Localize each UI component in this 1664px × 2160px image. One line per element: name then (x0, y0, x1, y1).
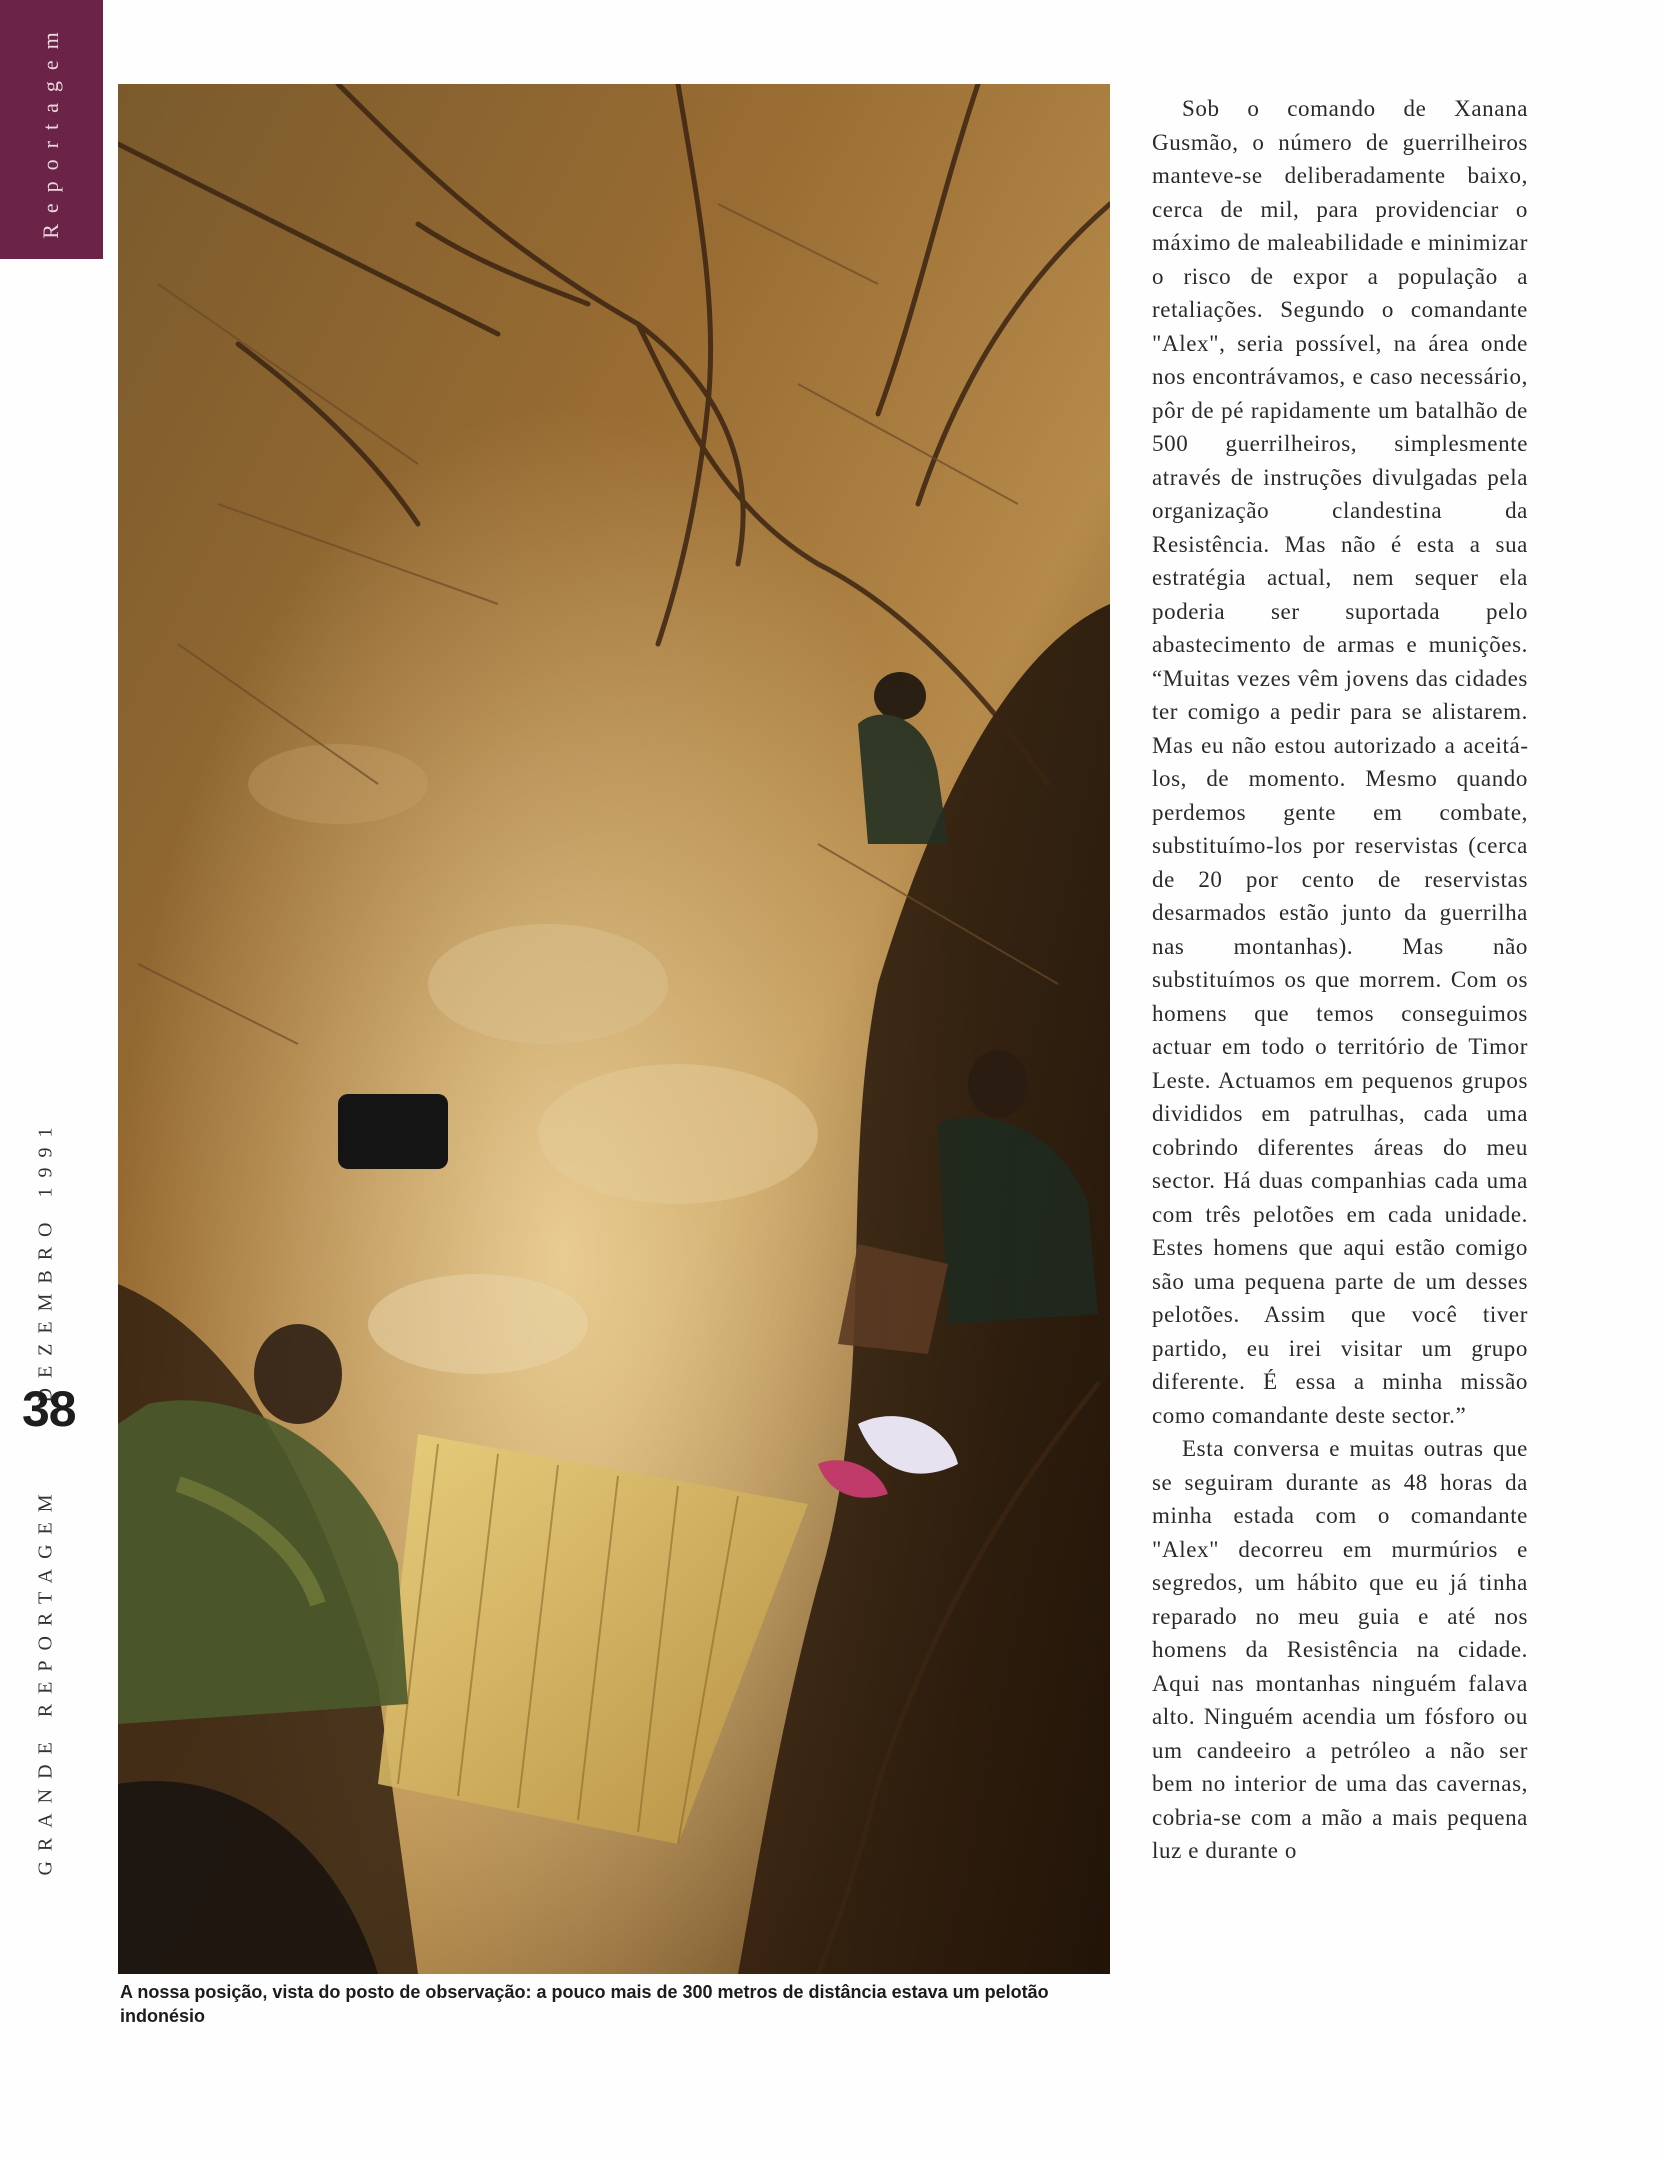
section-label: Reportagem (38, 21, 63, 239)
trench-photo (118, 84, 1110, 1974)
issue-date: DEZEMBRO 1991 (34, 1117, 57, 1403)
article-paragraph: Esta conversa e muitas outras que se seguiram durante as 48 horas da minha estada com o comandante "Alex" decorreu em murmúrios e segredos, um hábito que eu já tinha reparado no meu guia e até nos homens da Resistência na cidade. Aqui nas montanhas ninguém falava alto. Ninguém acendia um fósforo ou um candeeiro a petróleo a não ser bem no interior de uma das cavernas, cobria-se com a mão a mais pequena luz e durante o (1152, 1436, 1528, 1863)
page-number: 38 (22, 1381, 76, 1437)
article-body (1152, 92, 1528, 1868)
magazine-title: GRANDE REPORTAGEM (34, 1484, 57, 1876)
photo-caption: A nossa posição, vista do posto de observação: a pouco mais de 300 metros de distância estava um pelotão indonésio (120, 1982, 1049, 2026)
article-paragraph: Sob o comando de Xanana Gusmão, o número de guerrilheiros manteve-se deliberadamente baixo, cerca de mil, para providenciar o máximo de maleabilidade e minimizar o risco de expor a população a retaliações. Segundo o comandante "Alex", seria possível, na área onde nos encontrávamos, e caso necessário, pôr de pé rapidamente um batalhão de 500 guerrilheiros, simplesmente através de instruções divulgadas pela organização clandestina da Resistência. Mas não é esta a sua estratégia actual, nem sequer ela poderia ser suportada pelo abastecimento de armas e munições. “Muitas vezes vêm jovens das cidades ter comigo a pedir para se alistarem. Mas eu não estou autorizado a aceitálos, de momento. Mesmo quando perdemos gente em combate, substituímo-los por reservistas (cerca de 20 por cento de reservistas desarmados estão junto da guerrilha nas montanhas). Mas não substituímos os que morrem. Com os homens que temos conseguimos actuar em todo o território de Timor Leste. Actuamos em pequenos grupos divididos em patrulhas, cada uma cobrindo diferentes áreas do meu sector. Há duas companhias cada uma com três pelotões em cada unidade. Estes homens que aqui estão comigo são uma pequena parte de um desses pelotões. Assim que você tiver partido, eu irei visitar um grupo diferente. É essa a minha missão como comandante deste sector.” (1152, 96, 1528, 1428)
photo-icon (118, 84, 1110, 1974)
section-tab (0, 0, 103, 259)
